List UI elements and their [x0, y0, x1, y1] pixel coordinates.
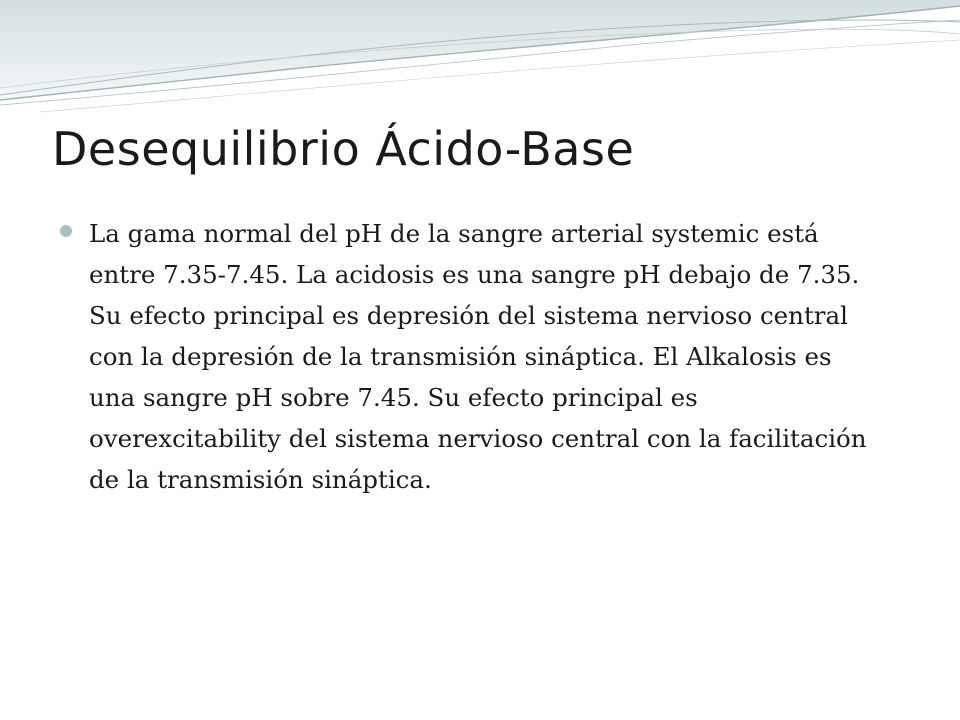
slide-title: Desequilibrio Ácido-Base — [52, 122, 635, 176]
bullet-list — [60, 213, 910, 500]
bullet-icon — [60, 225, 72, 237]
list-item — [60, 213, 910, 500]
header-wave-decoration — [0, 0, 960, 120]
bullet-text: La gama normal del pH de la sangre arterial systemic está entre 7.35-7.45. La acidosis es una sangre pH debajo de 7.35. Su efecto principal es depresión del sistema nervioso central con la depresión de la transmisión sináptica. El Alkalosis es una sangre pH sobre 7.45. Su efecto principal es overexcitability del sistema nervioso central con la facilitación de la transmisión sináptica. — [89, 219, 867, 494]
